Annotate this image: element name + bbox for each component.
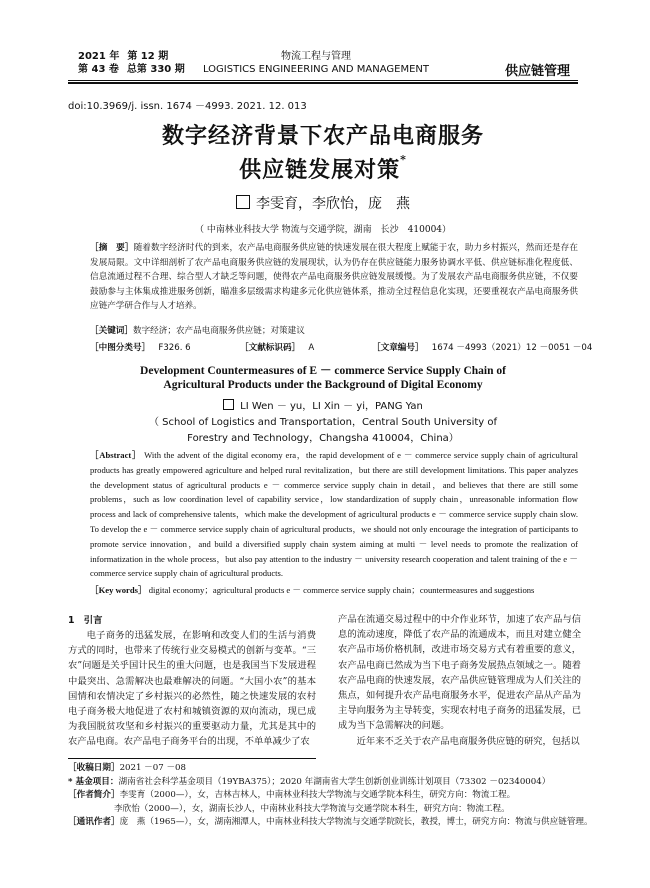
author-bio-label: ［作者简介］ xyxy=(68,790,120,800)
fund-label: * 基金项目： xyxy=(68,776,119,787)
header-rule-thick xyxy=(68,82,578,84)
author-bio-1 xyxy=(68,789,588,803)
english-authors xyxy=(68,397,578,412)
abstract-cn xyxy=(90,241,578,314)
corresponding-label: ［通讯作者］ xyxy=(68,817,120,827)
doc-code xyxy=(240,341,314,353)
abstract-en-label: ［Abstract］ xyxy=(90,450,142,460)
clc xyxy=(90,341,191,353)
fund-value: 湖南省社会科学基金项目（19YBA375）；2020 年湖南省大学生创新创业训练计划项目（73302 －02340004） xyxy=(118,776,551,787)
author-bio-1-text: 李雯育（2000—），女，吉林吉林人，中南林业科技大学物流与交通学院本科生，研究方向：物流工程。 xyxy=(119,790,516,800)
doc-code-value: A xyxy=(308,343,315,353)
keywords-en-text: digital economy；agricultural products e － commerce service supply chain；countermeasures and suggestions xyxy=(148,585,535,595)
english-affiliation-line-2: Forestry and Technology，Changsha 410004，China） xyxy=(187,433,459,444)
keywords-cn xyxy=(90,324,578,336)
footnote-rule xyxy=(68,758,316,759)
issue: 第 12 期 xyxy=(127,51,169,62)
affiliation: （ 中南林业科技大学 物流与交通学院，湖南 长沙 410004） xyxy=(194,225,452,235)
abstract-en-text: With the advent of the digital economy era，the rapid development of e － commerce service supply chain of agricultural products has greatly empowered agriculture and helped rural revitalization，but there are still development limitations. This paper analyzes the development status of agricultural products e － commerce service supply chain in detail，and believes that there are still some problems，such as low coordination level of capability service，low standardization of supply chain，unreasonable information flow process and lack of comprehensive talents，which make the development of agricultural products e － commerce service supply chain slow. To develop the e － commerce service supply chain of agricultural products，we should not only encourage the integration of participants to promote service innovation，and build a diversified supply chain system aiming at multi － level needs to promote the realization of informatization in the whole process，but also pay attention to the industry － university research cooperation and talent training of the e － commerce service supply chain of agricultural products. xyxy=(90,450,578,579)
keywords-cn-label: ［关键词］ xyxy=(90,326,133,336)
title-line-1: 数字经济背景下农产品电商服务 xyxy=(161,123,484,149)
total-issue: 总第 330 期 xyxy=(126,64,185,75)
body-right-column xyxy=(338,612,581,749)
english-title-line-1: Development Countermeasures of E － commerce Service Supply Chain of xyxy=(140,365,506,377)
abstract-cn-text: 随着数字经济时代的到来，农产品电商服务供应链的快速发展在很大程度上赋能于农，助力乡村振兴，然而还是存在发展局限。文中详细剖析了农产品电商服务供应链的发展现状，认为仍存在供应链能力服务协调水平低、供应链标准化程度低、信息流通过程不合理、综合型人才缺乏等问题，使得农产品电商服务供应链发展缓慢。为了发展农产品电商服务供应链，不仅要鼓励参与主体集成推进服务创新，瞄准多层级需求构建多元化供应链体系，推动全过程信息化实现，还要重视农产品电商服务供应链产学研合作与人才培养。 xyxy=(90,243,578,312)
author-line xyxy=(68,193,578,213)
clc-value: F326. 6 xyxy=(158,343,191,353)
corresponding-author xyxy=(68,816,593,830)
abstract-cn-label: ［摘 要］ xyxy=(90,243,134,253)
author-bio-2: 李欣怡（2000—），女，湖南长沙人，中南林业科技大学物流与交通学院本科生，研究方向：物流工程。 xyxy=(114,803,510,814)
corresponding-text: 庞 燕（1965—），女，湖南湘潭人，中南林业科技大学物流与交通学院院长，教授，博士，研究方向：物流与供应链管理。 xyxy=(119,817,593,827)
fund-note xyxy=(68,776,588,790)
english-authors-text: LI Wen － yu，LI Xin － yi，PANG Yan xyxy=(240,401,423,412)
abstract-en xyxy=(90,448,578,581)
author-square-icon xyxy=(236,195,250,209)
body-paragraph-next: 近年来不乏关于农产品电商服务供应链的研究，包括以 xyxy=(356,735,580,747)
volume: 第 43 卷 xyxy=(78,64,119,75)
section-heading: 1 引言 xyxy=(68,615,103,626)
article-number xyxy=(372,341,592,353)
journal-name-en: LOGISTICS ENGINEERING AND MANAGEMENT xyxy=(202,64,430,75)
title-footnote-mark: * xyxy=(400,153,407,166)
authors: 李雯育，李欣怡，庞 燕 xyxy=(256,196,410,212)
received-value: 2021 －07 －08 xyxy=(119,763,186,773)
issue-info xyxy=(78,50,193,76)
doc-code-label: ［文献标识码］ xyxy=(240,343,301,353)
article-number-value: 1674 －4993（2021）12 －0051 －04 xyxy=(431,343,593,353)
doi: doi:10.3969/j. issn. 1674 －4993. 2021. 12. 013 xyxy=(68,101,307,112)
english-title-line-2: Agricultural Products under the Background of Digital Economy xyxy=(163,379,483,391)
article-number-label: ［文章编号］ xyxy=(372,343,424,353)
received-label: ［收稿日期］ xyxy=(68,763,120,773)
body-paragraph: 电子商务的迅猛发展，在影响和改变人们的生活与消费方式的同时，也带来了传统行业交易模式的创新与变革。“三农”问题是关乎国计民生的重大问题，也是我国当下发展进程中最突出、急需解决也最难解决的问题。“大国小农”的基本国情和农情决定了乡村振兴的必然性，随之快速发展的农村电子商务极大地促进了农村和城镇资源的双向流动，现已成为我国脱贫攻坚和乡村振兴的重要驱动力量，尤其是其中的农产品电商。农产品电子商务平台的出现，不单单减少了农 xyxy=(68,630,316,748)
header-rule xyxy=(68,80,578,81)
body-paragraph-continued: 产品在流通交易过程中的中介作业环节，加速了农产品与信息的流动速度，降低了农产品的流通成本，而且对建立健全农产品市场价格机制，改进市场交易方式有着重要的意义，农产品电商已然成为当下电子商务发展热点领域之一。随着农产品电商的快速发展，农产品供应链管理成为人们关注的焦点，如何提升农产品电商服务水平，促进农产品从产品为主导向服务为主导转变，实现农村电子商务的迅猛发展，已成为当下急需解决的问题。 xyxy=(338,614,581,732)
section-name: 供应链管理 xyxy=(505,64,571,79)
english-author-square-icon xyxy=(223,399,234,410)
body-left-column xyxy=(68,612,316,750)
keywords-en-label: ［Key words］ xyxy=(90,585,147,595)
journal-name-cn: 物流工程与管理 xyxy=(281,51,351,62)
keywords-en xyxy=(90,584,578,596)
footnotes xyxy=(68,762,593,830)
title-line-2-text: 供应链发展对策 xyxy=(239,157,401,183)
received-date xyxy=(68,762,588,776)
english-affiliation-line-1: （ School of Logistics and Transportation，Central South University of xyxy=(148,417,498,428)
year: 2021 年 xyxy=(78,51,120,62)
keywords-cn-text: 数字经济；农产品电商服务供应链；对策建议 xyxy=(132,326,305,336)
title-line-2 xyxy=(68,153,578,184)
journal-name xyxy=(200,50,432,76)
clc-label: ［中图分类号］ xyxy=(90,343,151,353)
